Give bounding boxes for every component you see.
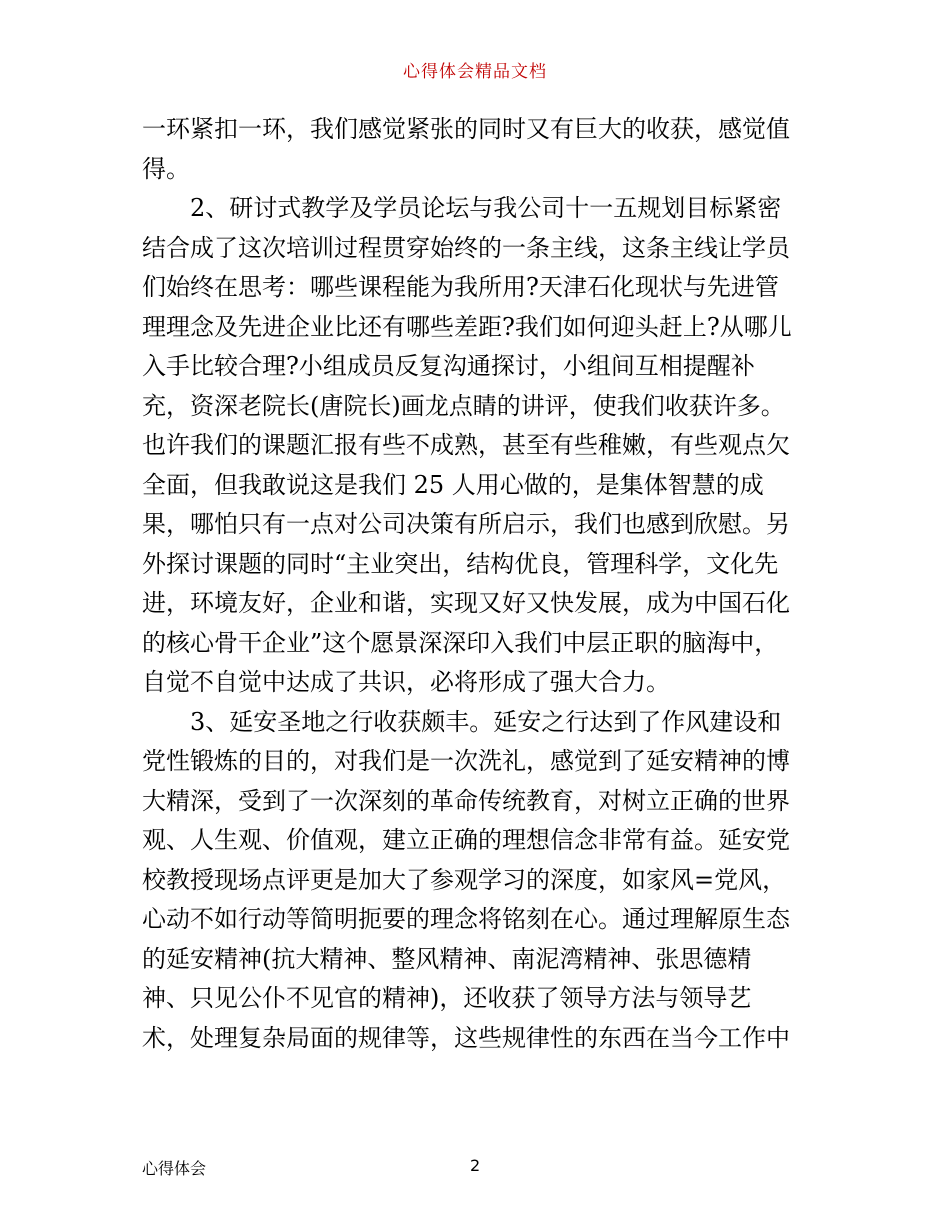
text-line: 理理念及先进企业比还有哪些差距?我们如何迎头赶上?从哪儿 [142, 312, 792, 341]
text-line: 的延安精神(抗大精神、整风精神、南泥湾精神、张思德精 [142, 944, 752, 973]
text-line: 术，处理复杂局面的规律等，这些规律性的东西在当今工作中 [142, 1023, 790, 1052]
text-line: 也许我们的课题汇报有些不成熟，甚至有些稚嫩，有些观点欠 [142, 431, 790, 459]
body-text [142, 110, 818, 1058]
text-line: 观、人生观、价值观，建立正确的理想信念非常有益。延安党 [142, 826, 790, 854]
text-line: 校教授现场点评更是加大了参观学习的深度，如家风=党风， [142, 865, 787, 894]
text-line: 外探讨课题的同时“主业突出，结构优良，管理科学，文化先 [142, 549, 779, 578]
text-line: 心动不如行动等简明扼要的理念将铭刻在心。通过理解原生态 [142, 905, 790, 933]
text-line: 全面，但我敢说这是我们 25 人用心做的，是集体智慧的成 [142, 470, 764, 499]
text-line: 一环紧扣一环，我们感觉紧张的同时又有巨大的收获，感觉值 [142, 115, 790, 143]
text-line: 充，资深老院长(唐院长)画龙点睛的讲评，使我们收获许多。 [142, 391, 785, 420]
text-line: 3、延安圣地之行收获颇丰。延安之行达到了作风建设和 [190, 707, 782, 736]
text-line: 自觉不自觉中达成了共识，必将形成了强大合力。 [142, 668, 670, 696]
text-line: 党性锻炼的目的，对我们是一次洗礼，感觉到了延安精神的博 [142, 747, 790, 775]
footer-label: 心得体会 [142, 1159, 207, 1178]
text-line: 2、研讨式教学及学员论坛与我公司十一五规划目标紧密 [190, 194, 782, 222]
text-line: 结合成了这次培训过程贯穿始终的一条主线，这条主线让学员 [142, 233, 790, 262]
text-line: 进，环境友好，企业和谐，实现又好又快发展，成为中国石化 [142, 589, 790, 617]
text-line: 的核心骨干企业”这个愿景深深印入我们中层正职的脑海中， [142, 628, 779, 657]
text-line: 入手比较合理?小组成员反复沟通探讨，小组间互相提醒补 [142, 352, 755, 380]
page-number: 2 [470, 1156, 481, 1175]
text-line: 果，哪怕只有一点对公司决策有所启示，我们也感到欣慰。另 [142, 510, 790, 538]
text-line: 们始终在思考：哪些课程能为我所用?天津石化现状与先进管 [142, 273, 779, 301]
text-line: 大精深，受到了一次深刻的革命传统教育，对树立正确的世界 [142, 786, 790, 815]
text-line: 得。 [142, 154, 190, 183]
page-header: 心得体会精品文档 [403, 62, 547, 82]
text-line: 神、只见公仆不见官的精神)，还收获了领导方法与领导艺 [142, 984, 752, 1012]
